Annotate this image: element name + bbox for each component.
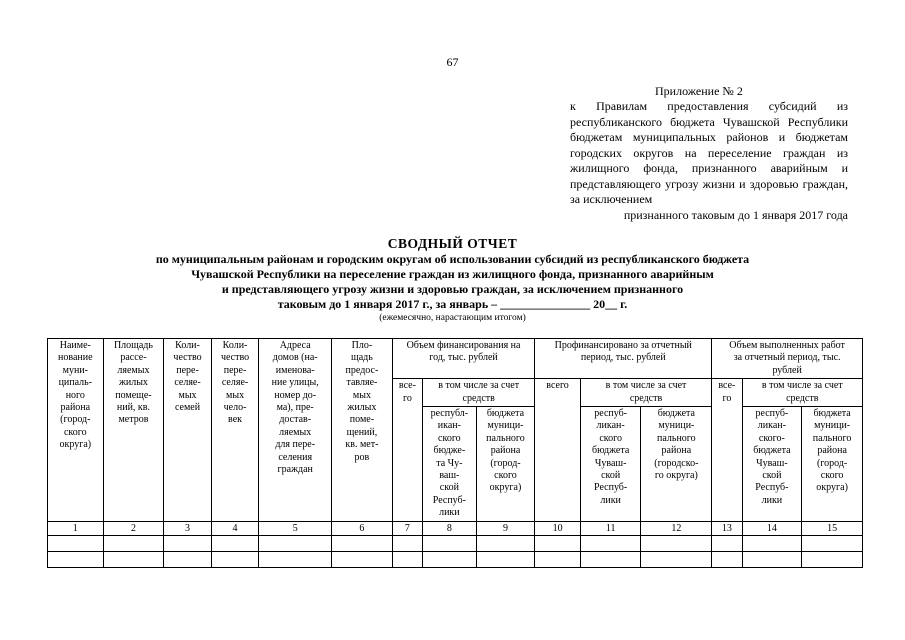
report-subtitle-line: Чувашской Республики на переселение граждан из жилищного фонда, признанного аварийным xyxy=(191,267,714,281)
column-number: 9 xyxy=(476,521,535,535)
report-title-block xyxy=(0,236,905,323)
header-works-done: Объем выполненных работ за отчетный период, тыс. рублей xyxy=(712,339,863,379)
report-subtitle-line: и представляющего угрозу жизни и здоровью граждан, за исключением признанного xyxy=(221,282,684,296)
column-number: 2 xyxy=(103,521,164,535)
table-row xyxy=(48,535,863,551)
page-number: 67 xyxy=(446,55,459,69)
header-addresses: Адреса домов (на- именова- ние улицы, номер до- ма), пре- достав- ляемых для пере- селения граждан xyxy=(259,339,332,522)
header-municipality: Наиме- нование муни- ципаль- ного района (город- ского округа) xyxy=(48,339,104,522)
header-municipal-budget: бюджета муници- пального района (город- ского округа) xyxy=(802,407,863,522)
header-row xyxy=(48,339,863,379)
report-title: СВОДНЫЙ ОТЧЕТ xyxy=(387,236,518,251)
header-republic-budget: республ- икан- ского бюдже- та Чу- ваш- ской Респуб- лики xyxy=(423,407,477,522)
header-municipal-budget: бюджета муници- пального района (городско- го округа) xyxy=(641,407,712,522)
header-republic-budget: респуб- ликан- ского бюджета Чуваш- ской Респуб- лики xyxy=(580,407,641,522)
header-republic-budget: респуб- ликан- ского- бюджета Чуваш- ской Респуб- лики xyxy=(742,407,802,522)
column-number: 3 xyxy=(164,521,212,535)
header-total: все- го xyxy=(392,379,422,521)
appendix-title: Приложение № 2 xyxy=(655,84,743,98)
column-numbers-row xyxy=(48,521,863,535)
column-number: 15 xyxy=(802,521,863,535)
header-financed: Профинансировано за отчетный период, тыс. рублей xyxy=(535,339,712,379)
column-number: 12 xyxy=(641,521,712,535)
column-number: 4 xyxy=(211,521,259,535)
column-number: 8 xyxy=(423,521,477,535)
column-number: 14 xyxy=(742,521,802,535)
header-municipal-budget: бюджета муници- пального района (город- ского округа) xyxy=(476,407,535,522)
report-subtitle-line: по муниципальным районам и городским округам об использовании субсидий из республиканского бюджета xyxy=(155,252,750,266)
column-number: 11 xyxy=(580,521,641,535)
header-including: в том числе за счет средств xyxy=(580,379,711,407)
column-number: 13 xyxy=(712,521,742,535)
report-note: (ежемесячно, нарастающим итогом) xyxy=(379,313,526,323)
column-number: 7 xyxy=(392,521,422,535)
column-number: 6 xyxy=(332,521,393,535)
header-total: всего xyxy=(535,379,581,521)
report-subtitle-line: таковым до 1 января 2017 г., за январь – _______________ 20__ г. xyxy=(277,297,628,311)
appendix-text-last: признанного таковым до 1 января 2017 года xyxy=(623,207,848,222)
header-including: в том числе за счет средств xyxy=(742,379,862,407)
table-row xyxy=(48,551,863,567)
header-persons-count: Коли- чество пере- селяе- мых чело- век xyxy=(211,339,259,522)
header-families-count: Коли- чество пере- селяе- мых семей xyxy=(164,339,212,522)
report-table xyxy=(47,338,863,568)
header-financing-volume: Объем финансирования на год, тыс. рублей xyxy=(392,339,535,379)
header-including: в том числе за счет средств xyxy=(423,379,535,407)
column-number: 5 xyxy=(259,521,332,535)
appendix-text xyxy=(570,99,848,223)
header-area-resettled: Площадь рассе- ляемых жилых помеще- ний, кв. метров xyxy=(103,339,164,522)
header-area-provided: Пло- щадь предос- тавляе- мых жилых поме- щений, кв. мет- ров xyxy=(332,339,393,522)
appendix-text-main: к Правилам предоставления субсидий из республиканского бюджета Чувашской Республики бюджетам муниципальных районов и бюджетам городских округов на переселение граждан из жилищного фонда, признанного аварийным и представляющего угрозу жизни и здоровью граждан, за исключением xyxy=(570,99,848,206)
column-number: 10 xyxy=(535,521,581,535)
column-number: 1 xyxy=(48,521,104,535)
header-total: все- го xyxy=(712,379,742,521)
